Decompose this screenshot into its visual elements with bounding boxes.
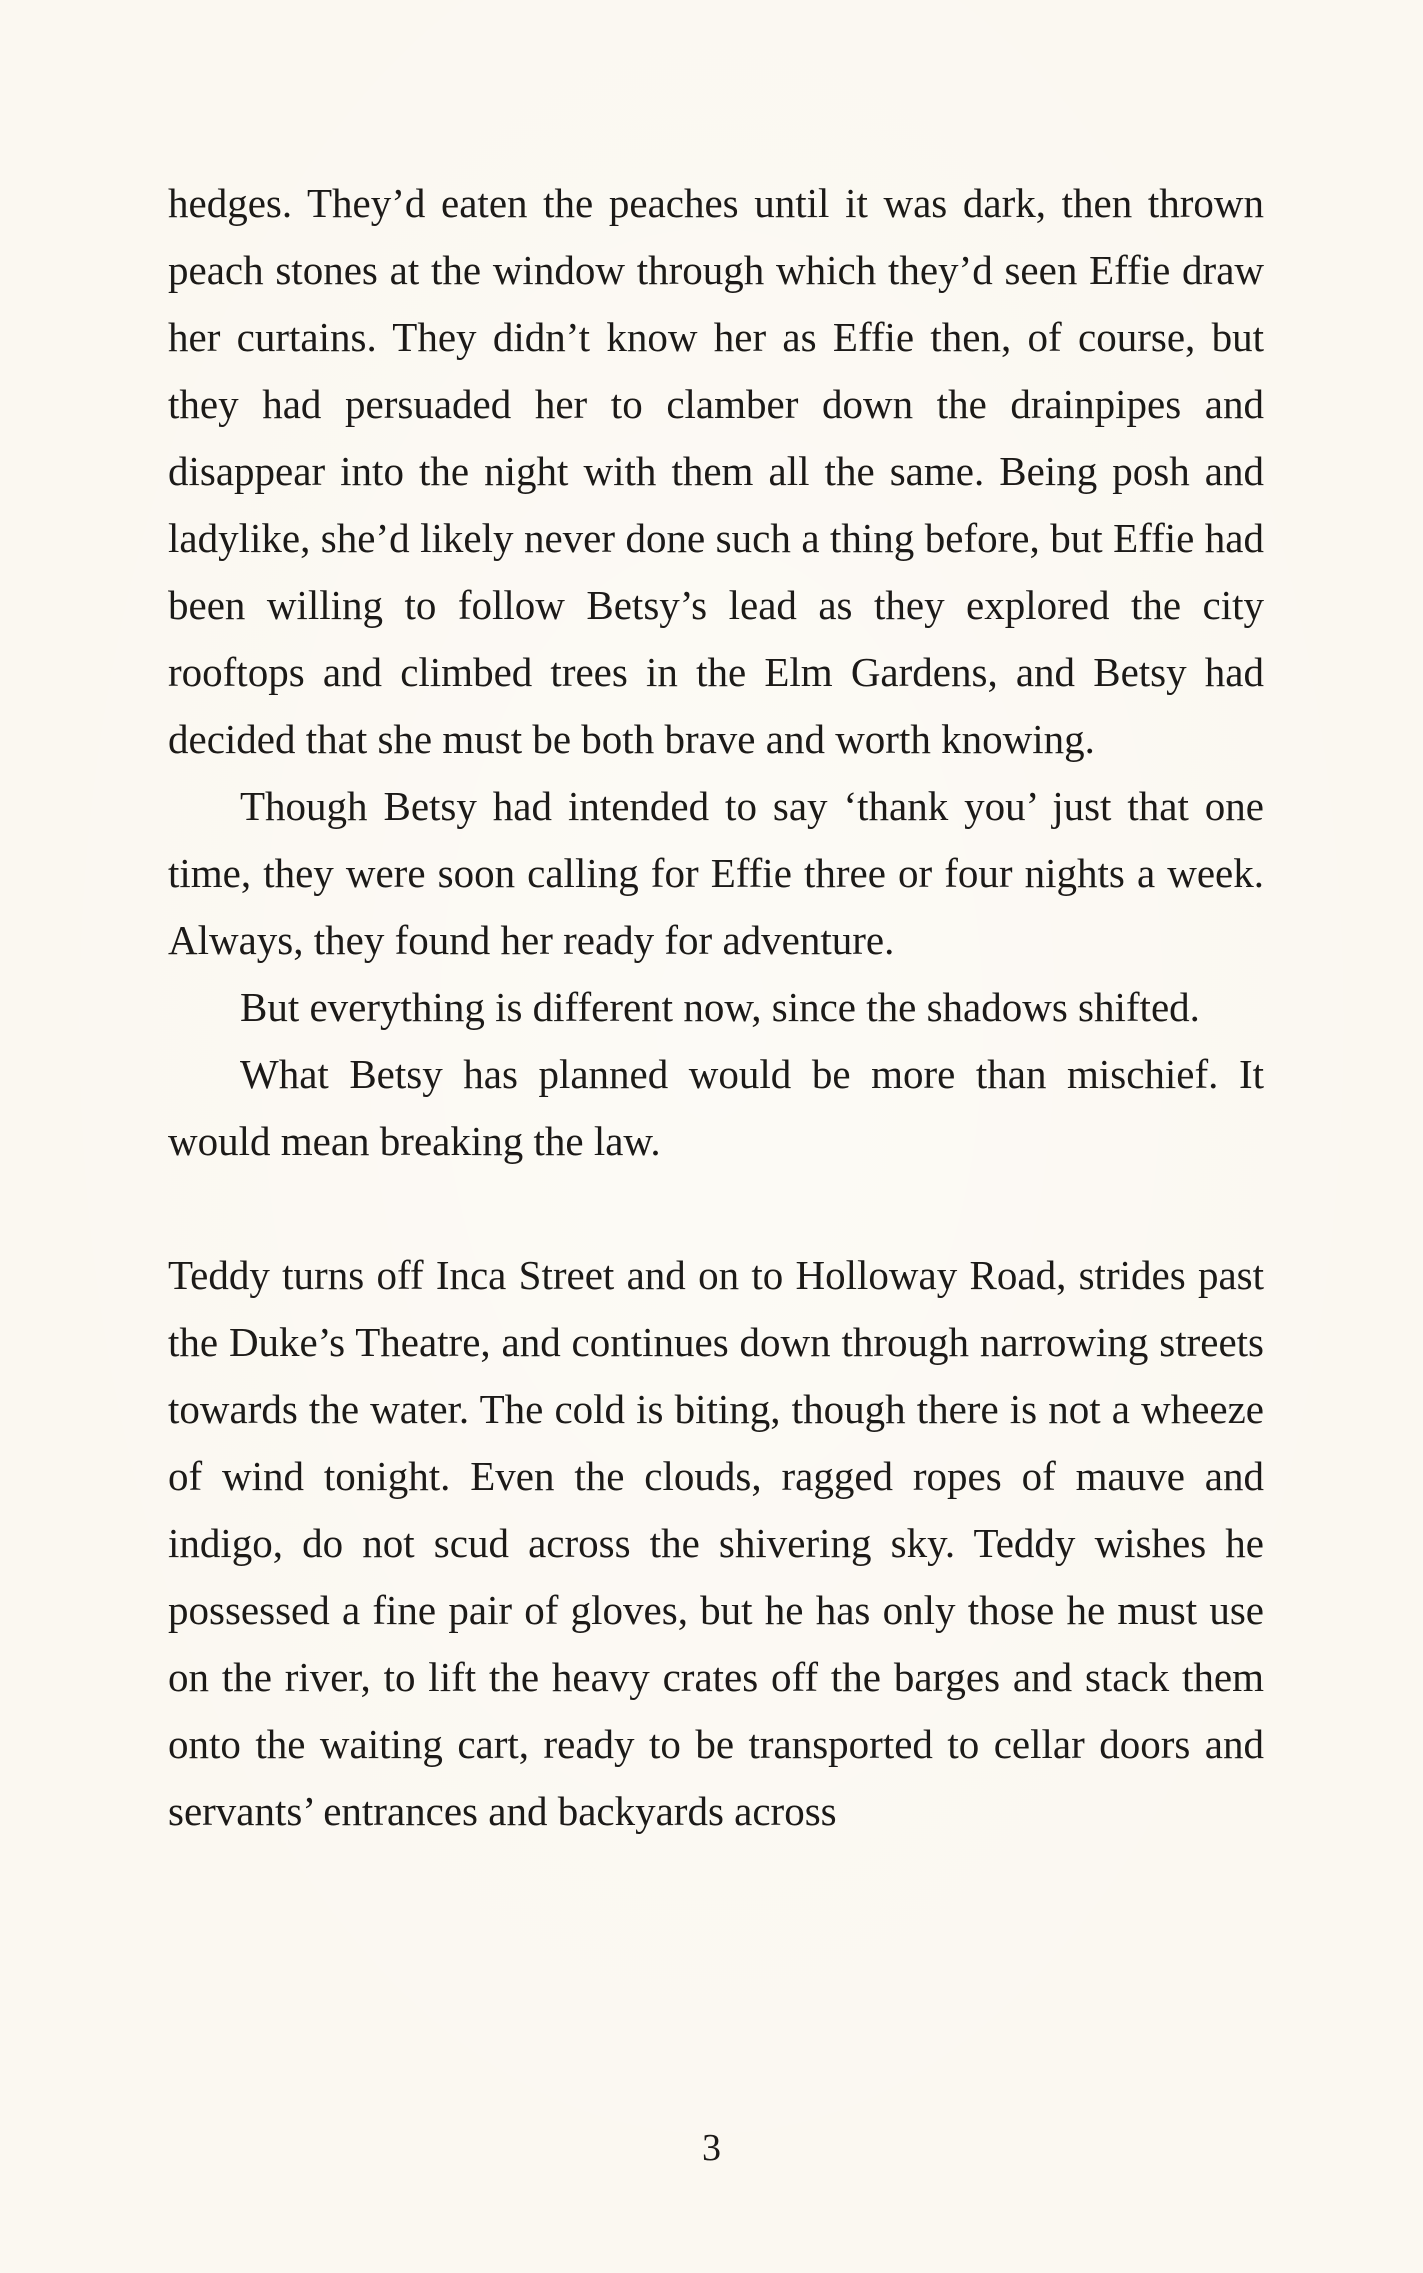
body-text	[168, 170, 1264, 1845]
paragraph: Though Betsy had intended to say ‘thank you’ just that one time, they were soon calling for Effie three or four nights a week. Always, they found her ready for adventure.	[168, 783, 1264, 963]
page-number: 3	[702, 2127, 721, 2169]
paragraph-continued: hedges. They’d eaten the peaches until it was dark, then thrown peach stones at the window through which they’d seen Effie draw her curtains. They didn’t know her as Effie then, of course, but they had persuaded her to clamber down the drainpipes and disappear into the night with them all the same. Being posh and ladylike, she’d likely never done such a thing before, but Effie had been willing to follow Betsy’s lead as they explored the city rooftops and climbed trees in the Elm Gardens, and Betsy had decided that she must be both brave and worth knowing.	[168, 180, 1264, 762]
paragraph: What Betsy has planned would be more than mischief. It would mean breaking the law.	[168, 1051, 1264, 1164]
paragraph: But everything is different now, since the shadows shifted.	[240, 984, 1200, 1030]
paragraph-new-section: Teddy turns off Inca Street and on to Holloway Road, strides past the Duke’s Theatre, and continues down through narrowing streets towards the water. The cold is biting, though there is not a wheeze of wind tonight. Even the clouds, ragged ropes of mauve and indigo, do not scud across the shivering sky. Teddy wishes he possessed a fine pair of gloves, but he has only those he must use on the river, to lift the heavy crates off the barges and stack them onto the waiting cart, ready to be transported to cellar doors and servants’ entrances and backyards across	[168, 1252, 1264, 1834]
